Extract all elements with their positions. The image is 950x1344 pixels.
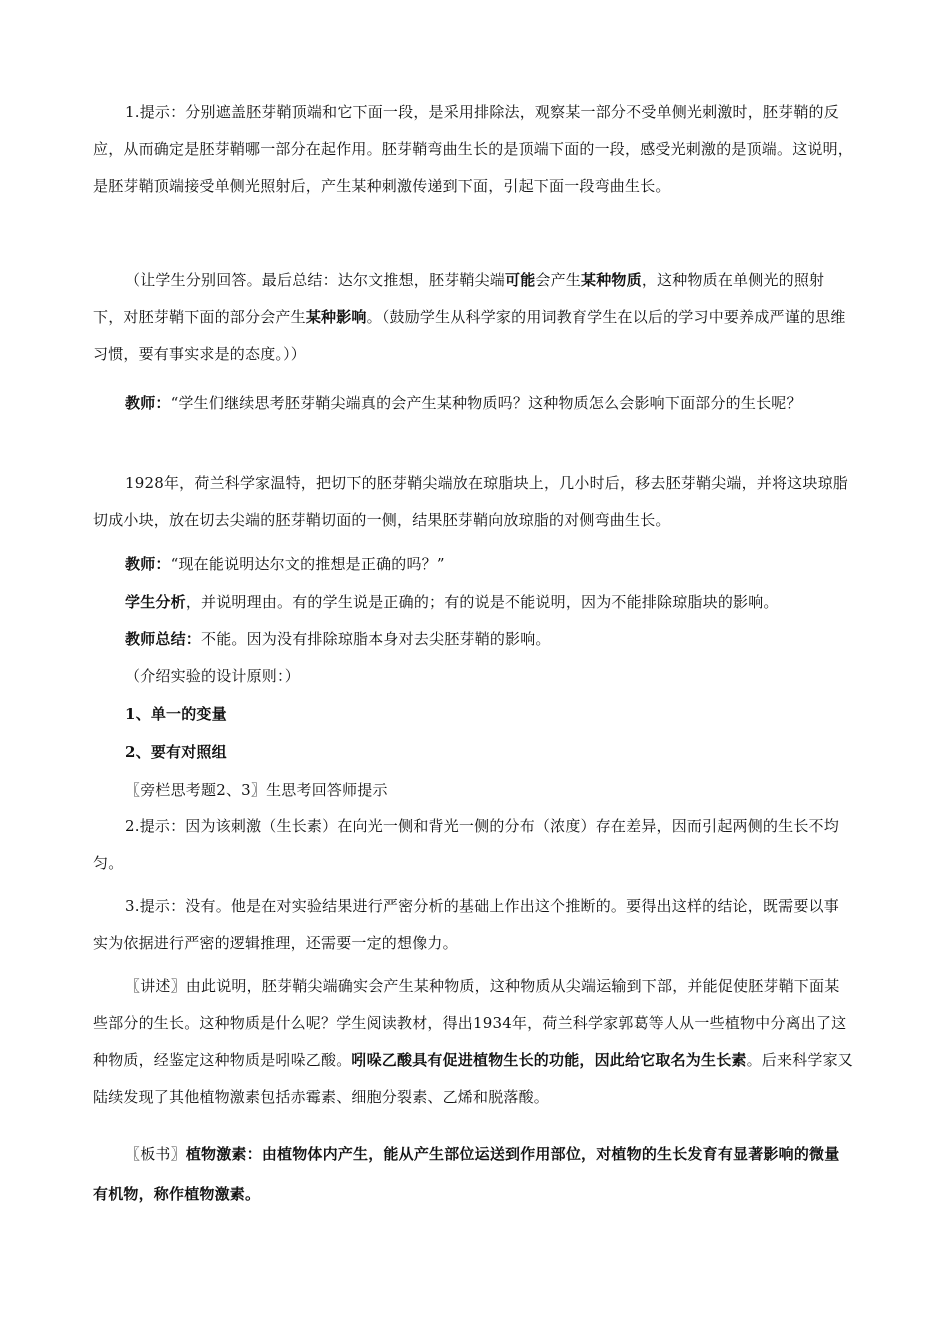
text-run: 会产生 (535, 271, 582, 289)
text-run: （让学生分别回答。最后总结：达尔文推想，胚芽鞘尖端 (125, 271, 506, 289)
paragraph-text: “学生们继续思考胚芽鞘尖端真的会产生某种物质吗？这种物质怎么会影响下面部分的生长呢？ (170, 394, 802, 412)
bold-text-run: 吲哚乙酸具有促进植物生长的功能，因此给它取名为生长素 (351, 1051, 747, 1069)
speaker-label: 教师总结： (125, 630, 202, 648)
speaker-label: 教师： (125, 555, 171, 573)
paragraph-text: ，并说明理由。有的学生说是正确的；有的说是不能说明，因为不能排除琼脂块的影响。 (185, 593, 779, 611)
paragraph-text: （介绍实验的设计原则：） (125, 667, 300, 685)
bold-text-run: 某种影响 (305, 308, 367, 326)
principle-text: 1、单一的变量 (125, 705, 227, 723)
paragraph-text: 1928年，荷兰科学家温特，把切下的胚芽鞘尖端放在琼脂块上，几小时后，移去胚芽鞘尖端，并将这块琼脂切成小块，放在切去尖端的胚芽鞘切面的一侧，结果胚芽鞘向放琼脂的对侧弯曲生长。 (93, 474, 848, 529)
text-run: 〖板书〗 (125, 1145, 186, 1163)
bold-text-run: 植物激素：由植物体内产生，能从产生部位运送到作用部位，对植物的生长发育有显著影响的微量有机物，称作植物激素。 (93, 1145, 840, 1203)
bold-text-run: 可能 (505, 271, 536, 289)
paragraph-teacher-question (93, 385, 853, 422)
speaker-label: 学生分析 (125, 593, 186, 611)
principle-item-2 (93, 741, 853, 763)
principle-item-1 (93, 703, 853, 725)
paragraph-darwin-summary (93, 262, 853, 373)
paragraph-text: 〖旁栏思考题2、3〗生思考回答师提示 (125, 781, 388, 799)
paragraph-text: 3.提示：没有。他是在对实验结果进行严密分析的基础上作出这个推断的。要得出这样的结论，既需要以事实为依据进行严密的逻辑推理，还需要一定的想像力。 (93, 897, 839, 952)
paragraph-hint-1 (93, 94, 853, 205)
text-run: ，这种物质在单侧光的照射下，对胚芽鞘下面的部分会产生 (93, 271, 825, 326)
bold-text-run: 某种物质 (581, 271, 642, 289)
paragraph-went-experiment (93, 465, 853, 539)
paragraph-design-principles (93, 665, 853, 687)
speaker-label: 教师： (125, 394, 171, 412)
text-run: 〖讲述〗由此说明，胚芽鞘尖端确实会产生某种物质，这种物质从尖端运输到下部，并能促使胚芽鞘下面某些部分的生长。这种物质是什么呢？学生阅读教材，得出1934年，荷兰科学家郭葛等人从一些植物中分离出了这种物质，经鉴定这种物质是吲哚乙酸。 (93, 977, 847, 1069)
paragraph-student-analysis (93, 591, 853, 613)
paragraph-sidebar-questions (93, 779, 853, 801)
paragraph-lecture (93, 968, 853, 1116)
paragraph-hint-2 (93, 808, 853, 882)
paragraph-teacher-question-2 (93, 553, 853, 575)
text-run: 。（鼓励学生从科学家的用词教育学生在以后的学习中要养成严谨的思维习惯，要有事实求是的态度。）） (93, 308, 846, 363)
paragraph-text: “现在能说明达尔文的推想是正确的吗？” (170, 555, 445, 573)
principle-text: 2、要有对照组 (125, 743, 227, 761)
paragraph-text: 不能。因为没有排除琼脂本身对去尖胚芽鞘的影响。 (201, 630, 551, 648)
paragraph-text: 1.提示：分别遮盖胚芽鞘顶端和它下面一段，是采用排除法，观察某一部分不受单侧光刺激时，胚芽鞘的反应，从而确定是胚芽鞘哪一部分在起作用。胚芽鞘弯曲生长的是顶端下面的一段，感受光刺激的是顶端。这说明，是胚芽鞘顶端接受单侧光照射后，产生某种刺激传递到下面，引起下面一段弯曲生长。 (93, 103, 854, 195)
paragraph-text: 2.提示：因为该刺激（生长素）在向光一侧和背光一侧的分布（浓度）存在差异，因而引起两侧的生长不均匀。 (93, 817, 839, 872)
paragraph-blackboard (93, 1134, 853, 1214)
paragraph-hint-3 (93, 888, 853, 962)
text-run: 。后来科学家又陆续发现了其他植物激素包括赤霉素、细胞分裂素、乙烯和脱落酸。 (93, 1051, 854, 1106)
paragraph-teacher-summary (93, 628, 853, 650)
